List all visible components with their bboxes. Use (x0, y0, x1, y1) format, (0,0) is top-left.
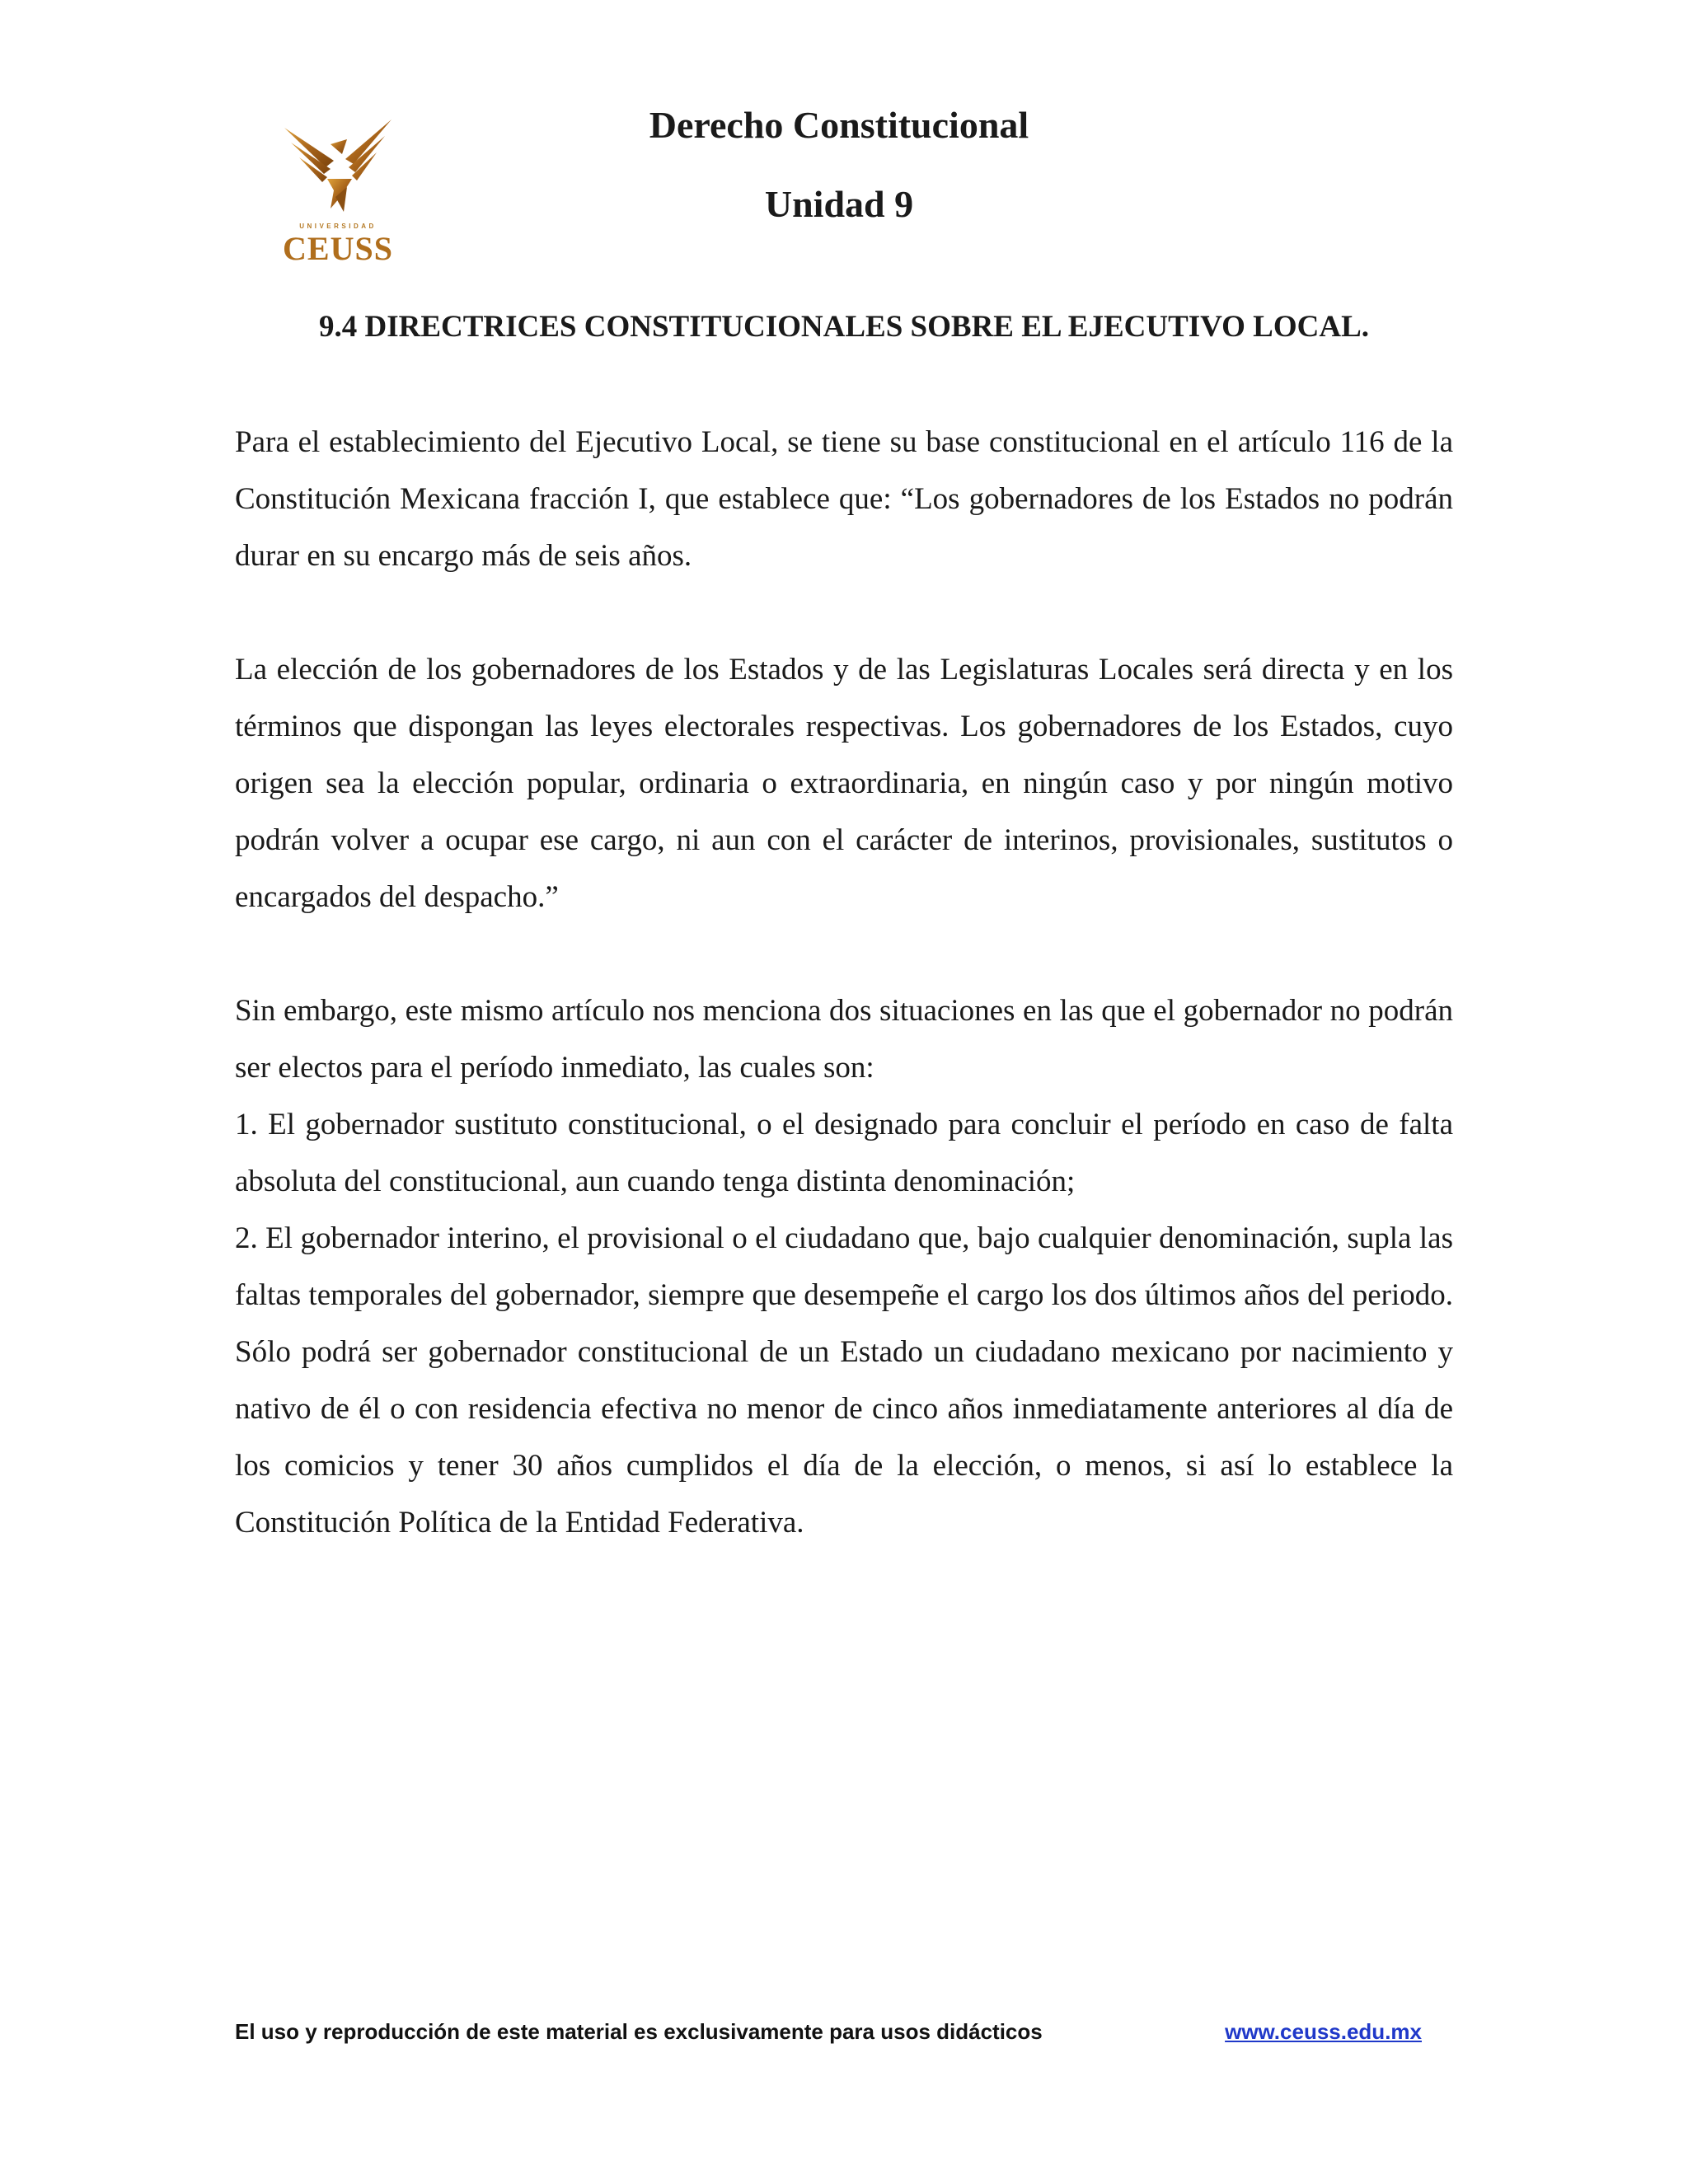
course-title: Derecho Constitucional (649, 104, 1029, 146)
paragraph: Sin embargo, este mismo artículo nos menciona dos situaciones en las que el gobernador no podrán ser electos para el período inmediato, las cuales son: (235, 994, 1453, 1085)
list-item: 1. El gobernador sustituto constitucional, o el designado para concluir el período en caso de falta absoluta del constitucional, aun cuando tenga distinta denominación; (235, 1108, 1453, 1198)
eagle-logo-icon (276, 111, 400, 218)
unit-title: Unidad 9 (764, 183, 914, 225)
list-item: 2. El gobernador interino, el provisional o el ciudadano que, bajo cualquier denominación, supla las faltas temporales del gobernador, siempre que desempeñe el cargo los dos últimos años del periodo. Sólo podrá ser gobernador constitucional de un Estado un ciudadano mexicano por nacimiento y nativo de él o con residencia efectiva no menor de cinco años inmediatamente anteriores al día de los comicios y tener 30 años cumplidos el día de la elección, o menos, si así lo establece la Constitución Política de la Entidad Federativa. (235, 1221, 1453, 1540)
logo-subtitle: UNIVERSIDAD (299, 223, 377, 230)
section-heading: 9.4 DIRECTRICES CONSTITUCIONALES SOBRE EL EJECUTIVO LOCAL. (318, 310, 1370, 344)
website-link[interactable]: www.ceuss.edu.mx (1225, 2019, 1422, 2044)
logo-name: CEUSS (283, 230, 393, 267)
paragraph: La elección de los gobernadores de los Estados y de las Legislaturas Locales será directa y en los términos que dispongan las leyes electorales respectivas. Los gobernadores de los Estados, cuyo origen sea la elección popular, ordinaria o extraordinaria, en ningún caso y por ningún motivo podrán volver a ocupar ese cargo, ni aun con el carácter de interinos, provisionales, sustitutos o encargados del despacho.” (235, 653, 1453, 914)
university-logo (276, 111, 400, 268)
footer-note: El uso y reproducción de este material es exclusivamente para usos didácticos (235, 2019, 1043, 2044)
document-body (235, 414, 1453, 1551)
paragraph: Para el establecimiento del Ejecutivo Local, se tiene su base constitucional en el artículo 116 de la Constitución Mexicana fracción I, que establece que: “Los gobernadores de los Estados no podrán durar en su encargo más de seis años. (235, 425, 1453, 573)
